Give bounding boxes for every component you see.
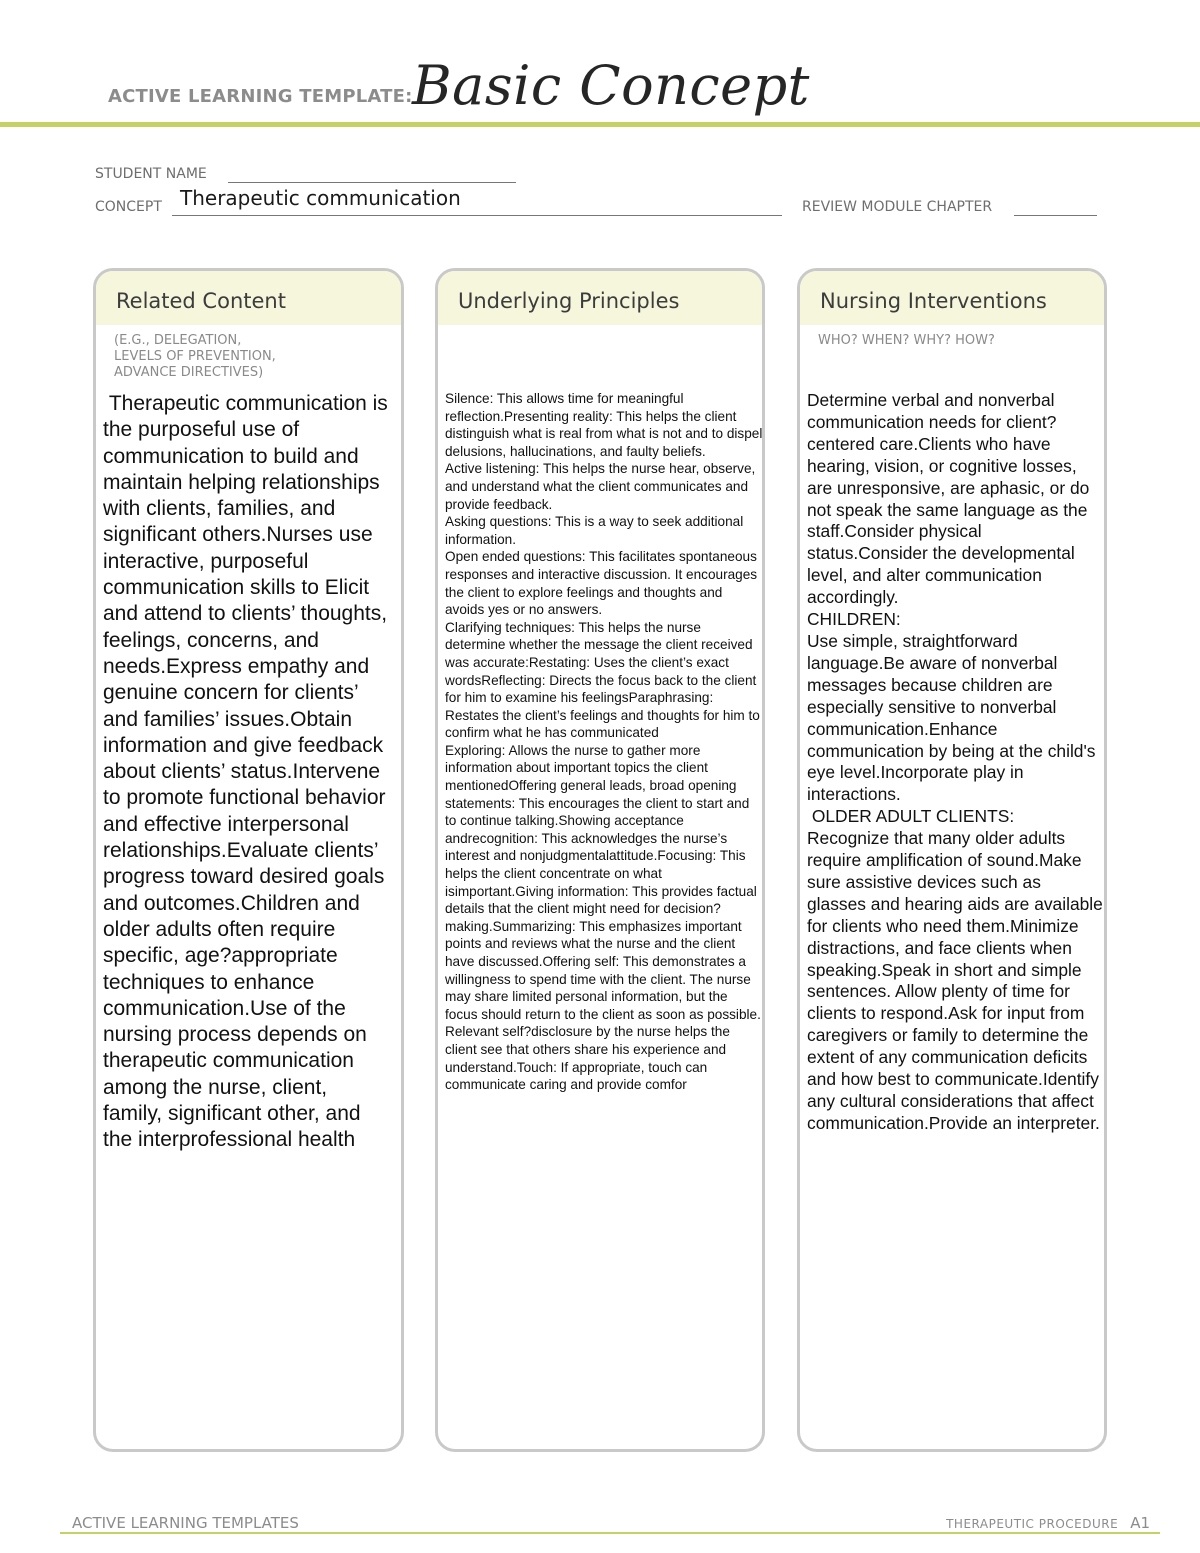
template-label: ACTIVE LEARNING TEMPLATE: [108, 86, 413, 107]
footer-procedure: THERAPEUTIC PROCEDURE [946, 1517, 1119, 1531]
concept-field[interactable] [172, 215, 782, 216]
related-content-text[interactable]: Therapeutic communication is the purposeful use of communication to build and maintain helping relationships with clients, families, and significant others.Nurses use interactive, purposeful communication skills to Elicit and attend to clients’ thoughts, feelings, concerns, and needs.Express empathy and genuine concern for clients’ and families’ issues.Obtain information and give feedback about clients’ status.Intervene to promote functional behavior and effective interpersonal relationships.Evaluate clients’ progress toward desired goals and outcomes.Children and older adults often require specific, age?appropriate techniques to enhance communication.Use of the nursing process depends on therapeutic communication among the nurse, client, family, significant other, and the interprofessional health [103, 392, 394, 1152]
footer-right [946, 1514, 1150, 1532]
footer-left: ACTIVE LEARNING TEMPLATES [72, 1514, 299, 1532]
student-name-label: STUDENT NAME [95, 166, 207, 182]
footer-code: A1 [1130, 1514, 1150, 1532]
box-title: Underlying Principles [458, 289, 680, 313]
review-module-field[interactable] [1014, 215, 1097, 216]
template-header [0, 0, 1200, 130]
concept-label: CONCEPT [95, 199, 162, 215]
review-module-label: REVIEW MODULE CHAPTER [802, 199, 993, 215]
box-subtitle: WHO? WHEN? WHY? HOW? [818, 333, 995, 348]
nursing-interventions-box [797, 268, 1107, 1452]
box-title: Nursing Interventions [820, 289, 1047, 313]
student-name-field[interactable] [228, 182, 516, 183]
underlying-principles-box [435, 268, 765, 1452]
concept-value: Therapeutic communication [180, 186, 461, 210]
box-subtitle: (E.G., DELEGATION, LEVELS OF PREVENTION, ADVANCE DIRECTIVES) [114, 333, 276, 380]
box-title: Related Content [116, 289, 286, 313]
related-content-box [93, 268, 404, 1452]
underlying-principles-text[interactable]: Silence: This allows time for meaningful reflection.Presenting reality: This helps the client distinguish what is real from what is not and to dispel delusions, hallucinations, and faulty beliefs. Active listening: This helps the nurse hear, observe, and understand what the client communicates and provide feedback. Asking questions: This is a way to seek additional information. Open ended questions: This facilitates spontaneous responses and interactive discussion. It encourages the client to explore feelings and thoughts and avoids yes or no answers. Clarifying techniques: This helps the nurse determine whether the message the client received was accurate:Restating: Uses the client’s exact wordsReflecting: Directs the focus back to the client for him to examine his feelingsParaphrasing: Restates the client’s feelings and thoughts for him to confirm what he has communicated Exploring: Allows the nurse to gather more information about important topics the client mentionedOffering general leads, broad opening statements: This encourages the client to start and to continue talking.Showing acceptance andrecognition: This acknowledges the nurse’s interest and nonjudgmentalattitude.Focusing: This helps the client concentrate on what isimportant.Giving information: This provides factual details that the client might need for decision?making.Summarizing: This emphasizes important points and reviews what the nurse and the client have discussed.Offering self: This demonstrates a willingness to spend time with the client. The nurse may share limited personal information, but the focus should return to the client as soon as possible. Relevant self?disclosure by the nurse helps the client see that others share his experience and understand.Touch: If appropriate, touch can communicate caring and provide comfor [445, 391, 763, 1093]
template-title: Basic Concept [412, 54, 810, 117]
footer-rule [60, 1532, 1160, 1534]
header-rule [0, 122, 1200, 127]
nursing-interventions-text[interactable]: Determine verbal and nonverbal communication needs for client?centered care.Clients who have hearing, vision, or cognitive losses, are unresponsive, are aphasic, or do not speak the same language as the staff.Consider physical status.Consider the developmental level, and alter communication accordingly. CHILDREN: Use simple, straightforward language.Be aware of nonverbal messages because children are especially sensitive to nonverbal communication.Enhance communication by being at the child's eye level.Incorporate play in interactions. OLDER ADULT CLIENTS: Recognize that many older adults require amplification of sound.Make sure assistive devices such as glasses and hearing aids are available for clients who need them.Minimize distractions, and face clients when speaking.Speak in short and simple sentences. Allow plenty of time for clients to respond.Ask for input from caregivers or family to determine the extent of any communication deficits and how best to communicate.Identify any cultural considerations that affect communication.Provide an interpreter. [807, 390, 1103, 1133]
